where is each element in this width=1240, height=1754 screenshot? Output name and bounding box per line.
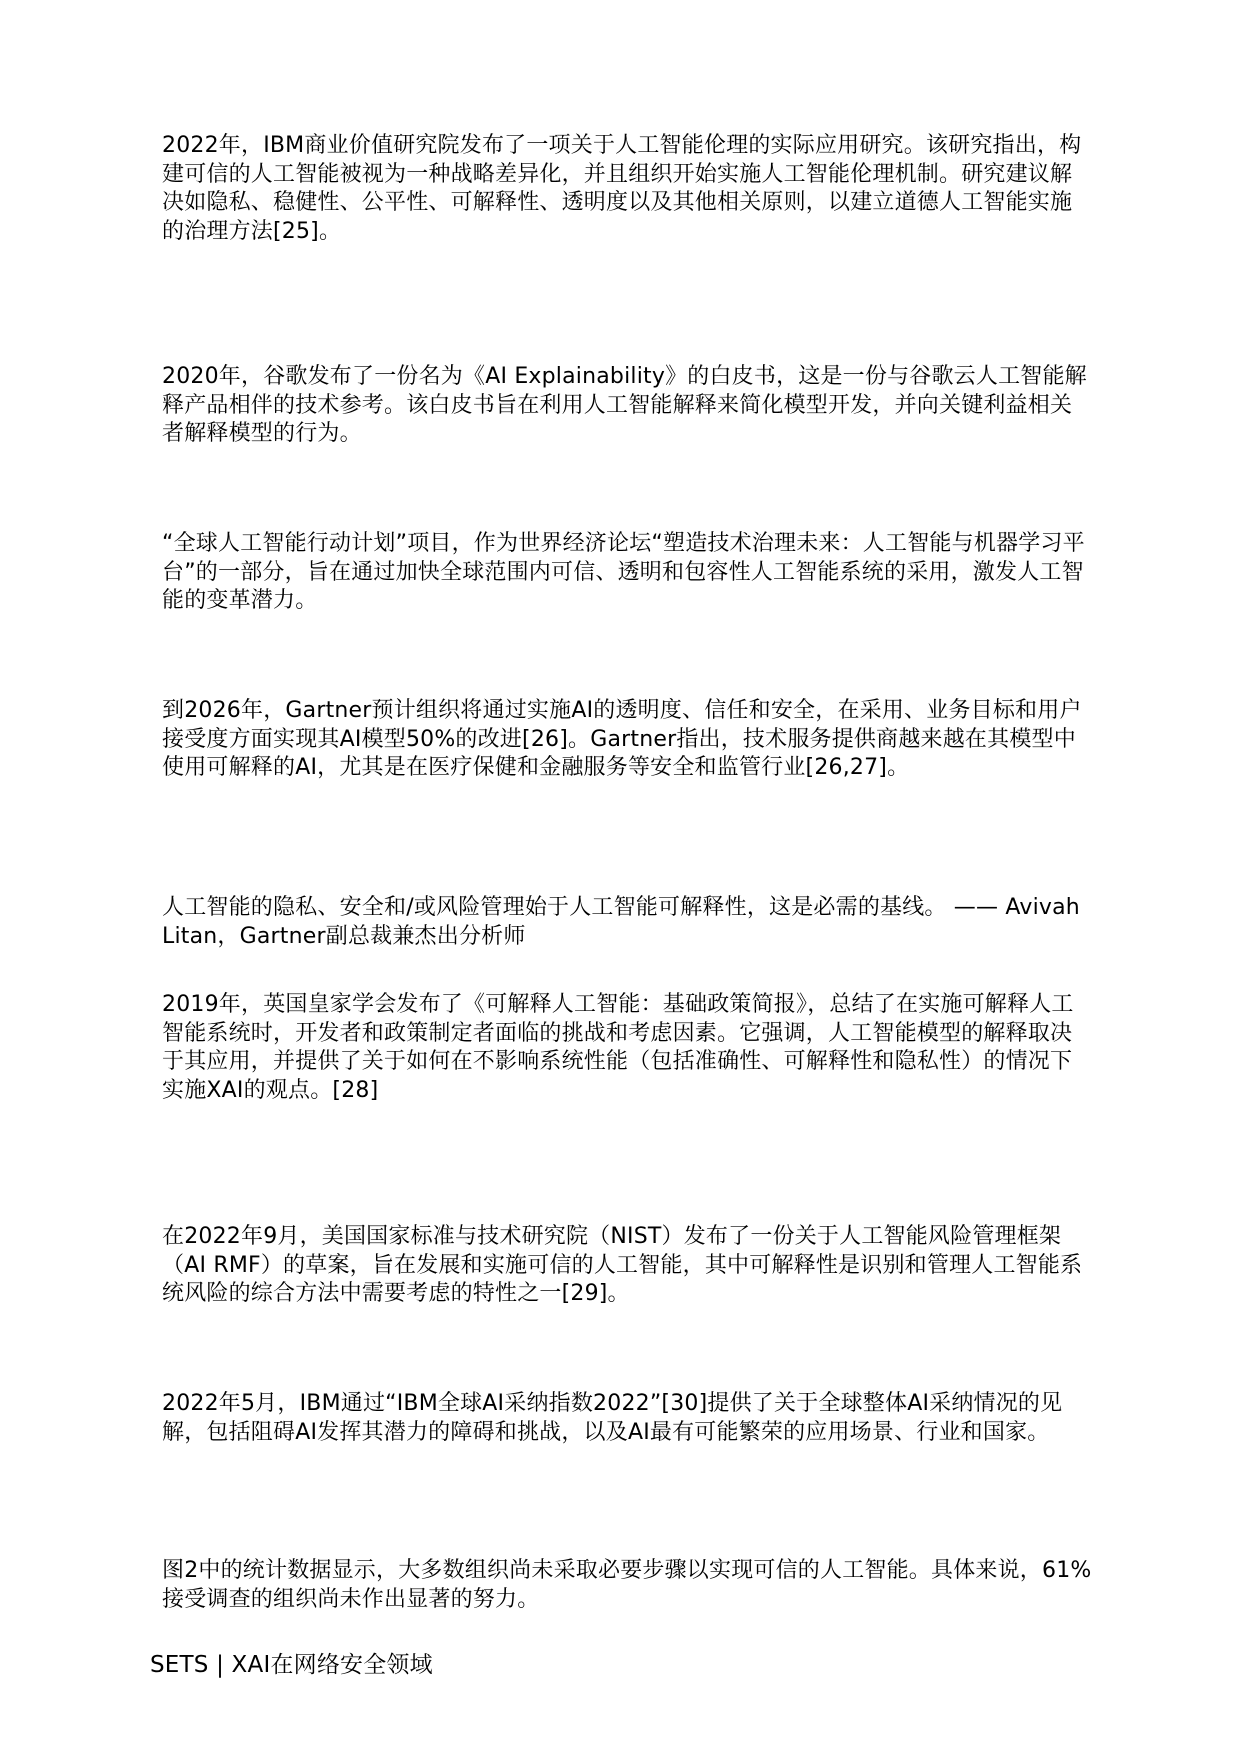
paragraph-ibm-ai-adoption-index: 2022年5月，IBM通过“IBM全球AI采纳指数2022”[30]提供了关于全球整体AI采纳情况的见解，包括阻碍AI发挥其潜力的障碍和挑战，以及AI最有可能繁荣的应用场景、行业和国家。: [162, 1391, 1063, 1445]
page-footer: SETS | XAI在网络安全领域: [150, 1652, 433, 1678]
paragraph-figure2-statistics: 图2中的统计数据显示，大多数组织尚未采取必要步骤以实现可信的人工智能。具体来说，61%接受调查的组织尚未作出显著的努力。: [162, 1558, 1092, 1612]
paragraph-royal-society: 2019年，英国皇家学会发布了《可解释人工智能：基础政策简报》，总结了在实施可解释人工智能系统时，开发者和政策制定者面临的挑战和考虑因素。它强调，人工智能模型的解释取决于其应用，并提供了关于如何在不影响系统性能（包括准确性、可解释性和隐私性）的情况下实施XAI的观点。[28]: [162, 992, 1074, 1103]
paragraph-gartner-quote: 人工智能的隐私、安全和/或风险管理始于人工智能可解释性，这是必需的基线。 —— Avivah Litan，Gartner副总裁兼杰出分析师: [162, 895, 1080, 949]
paragraph-gartner-2026: 到2026年，Gartner预计组织将通过实施AI的透明度、信任和安全，在采用、业务目标和用户接受度方面实现其AI模型50%的改进[26]。Gartner指出，技术服务提供商越来越在其模型中使用可解释的AI，尤其是在医疗保健和金融服务等安全和监管行业[26,27]。: [162, 698, 1082, 780]
paragraph-google-ai-explainability: 2020年，谷歌发布了一份名为《AI Explainability》的白皮书，这是一份与谷歌云人工智能解释产品相伴的技术参考。该白皮书旨在利用人工智能解释来简化模型开发，并向关键利益相关者解释模型的行为。: [162, 364, 1087, 446]
paragraph-global-ai-action-plan: “全球人工智能行动计划”项目，作为世界经济论坛“塑造技术治理未来：人工智能与机器学习平台”的一部分，旨在通过加快全球范围内可信、透明和包容性人工智能系统的采用，激发人工智能的变革潜力。: [162, 531, 1085, 613]
paragraph-ibm-ai-ethics: 2022年，IBM商业价值研究院发布了一项关于人工智能伦理的实际应用研究。该研究指出，构建可信的人工智能被视为一种战略差异化，并且组织开始实施人工智能伦理机制。研究建议解决如隐私、稳健性、公平性、可解释性、透明度以及其他相关原则，以建立道德人工智能实施的治理方法[25]。: [162, 133, 1082, 244]
paragraph-nist-ai-rmf: 在2022年9月，美国国家标准与技术研究院（NIST）发布了一份关于人工智能风险管理框架（AI RMF）的草案，旨在发展和实施可信的人工智能，其中可解释性是识别和管理人工智能系统风险的综合方法中需要考虑的特性之一[29]。: [162, 1224, 1083, 1306]
